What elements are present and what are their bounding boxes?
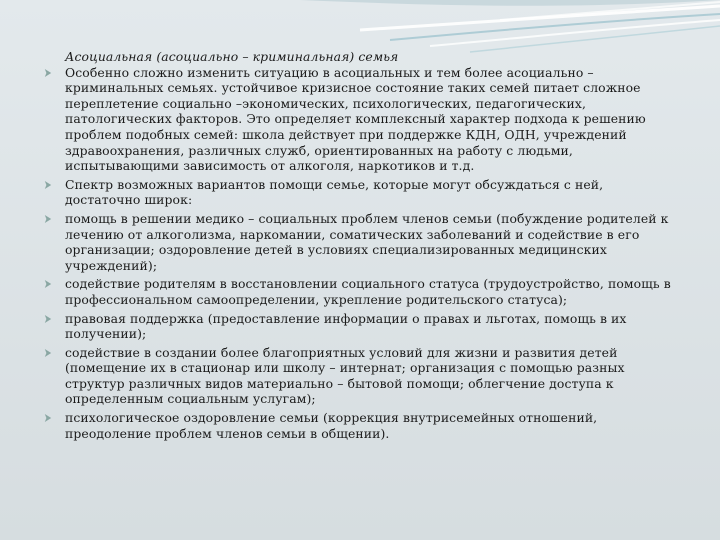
list-item-text: содействие родителям в восстановлении социального статуса (трудоустройство, помощь в профессиональном самоопределении, укрепление родительского статуса); (65, 276, 671, 307)
list-item-text: Особенно сложно изменить ситуацию в асоциальных и тем более асоциально –криминальных семьях. устойчивое кризисное состояние таких семей питает сложное переплетение социально –экономических, психологических, педагогических, патологических факторов. Это определяет комплексный характер подхода к решению проблем подобных семей: школа действует при поддержке КДН, ОДН, учреждений здравоохранения, различных служб, ориентированных на работу с людьми, испытывающими зависимость от алкоголя, наркотиков и т.д. (65, 64, 646, 174)
bullet-list (42, 65, 682, 442)
slide-title: Асоциальная (асоциально – криминальная) семья (65, 49, 399, 64)
bullet-icon (44, 181, 52, 189)
list-item-text: содействие в создании более благоприятных условий для жизни и развития детей (помещение их в стационар или школу – интернат; организация с помощью разных структур различных видов материально – бытовой помощи; облегчение доступа к определенным социальным услугам); (65, 344, 625, 407)
bullet-icon (44, 349, 52, 357)
list-item-text: психологическое оздоровление семьи (коррекция внутрисемейных отношений, преодоление проблем членов семьи в общении). (65, 410, 598, 441)
list-item (42, 65, 682, 174)
list-item (42, 177, 682, 208)
slide-content (42, 49, 682, 444)
list-item (42, 311, 682, 342)
bullet-icon (44, 215, 52, 223)
bullet-icon (44, 280, 52, 288)
bullet-icon (44, 315, 52, 323)
list-item (42, 410, 682, 441)
list-item-text: помощь в решении медико – социальных проблем членов семьи (побуждение родителей к лечению от алкоголизма, наркомании, соматических заболеваний и содействие в его организации; оздоровление детей в условиях специализированных медицинских учреждений); (65, 210, 669, 273)
list-item (42, 276, 682, 307)
list-item (42, 211, 682, 273)
list-item-text: правовая поддержка (предоставление информации о правах и льготах, помощь в их получении); (65, 310, 627, 342)
bullet-icon (44, 69, 52, 77)
list-item-text: Спектр возможных вариантов помощи семье, которые могут обсуждаться с ней, достаточно широк: (65, 176, 604, 208)
list-item (42, 345, 682, 407)
bullet-icon (44, 414, 52, 422)
